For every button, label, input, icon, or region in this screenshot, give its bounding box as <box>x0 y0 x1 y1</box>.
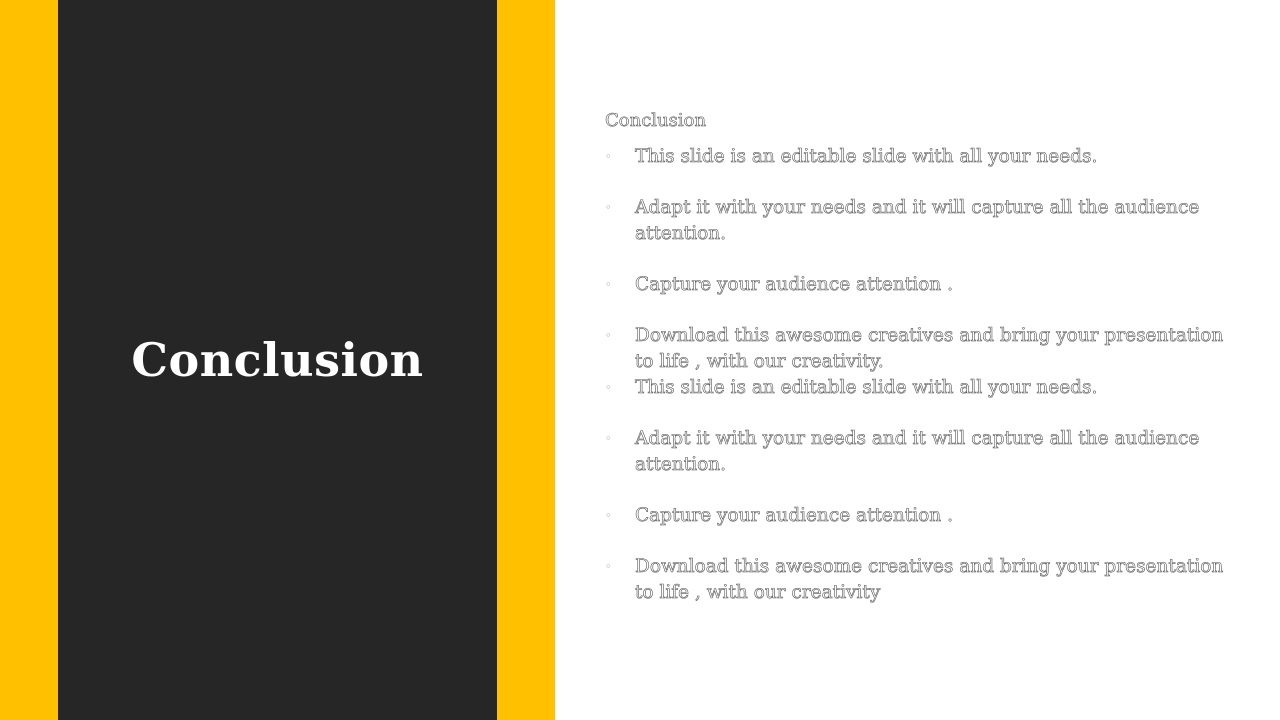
bullet-text: Download this awesome creatives and bring your presentation to life , with our creativity <box>635 556 1224 603</box>
list-item <box>605 503 1245 529</box>
list-item <box>605 144 1245 170</box>
bullet-text: Capture your audience attention . <box>635 274 953 295</box>
bullet-icon: ◦ <box>605 329 612 342</box>
bullet-text: Adapt it with your needs and it will capture all the audience attention. <box>635 428 1200 475</box>
list-item <box>605 554 1245 606</box>
bullet-text: Adapt it with your needs and it will capture all the audience attention. <box>635 197 1200 244</box>
list-item <box>605 323 1245 375</box>
list-item <box>605 272 1245 298</box>
bullet-list <box>605 144 1245 606</box>
bullet-icon: ◦ <box>605 278 612 291</box>
bullet-text: This slide is an editable slide with all your needs. <box>635 377 1098 398</box>
list-item <box>605 195 1245 247</box>
bullet-text: This slide is an editable slide with all your needs. <box>635 146 1098 167</box>
slide-title: Conclusion <box>131 333 424 387</box>
bullet-icon: ◦ <box>605 150 612 163</box>
content-heading: Conclusion <box>605 110 707 131</box>
bullet-icon: ◦ <box>605 432 612 445</box>
title-panel <box>58 0 497 720</box>
bullet-icon: ◦ <box>605 560 612 573</box>
bullet-text: Capture your audience attention . <box>635 505 953 526</box>
content-area <box>605 108 1245 606</box>
list-item <box>605 426 1245 478</box>
bullet-icon: ◦ <box>605 381 612 394</box>
bullet-icon: ◦ <box>605 509 612 522</box>
list-item <box>605 375 1245 401</box>
bullet-text: Download this awesome creatives and bring your presentation to life , with our creativity. <box>635 325 1224 372</box>
bullet-icon: ◦ <box>605 201 612 214</box>
